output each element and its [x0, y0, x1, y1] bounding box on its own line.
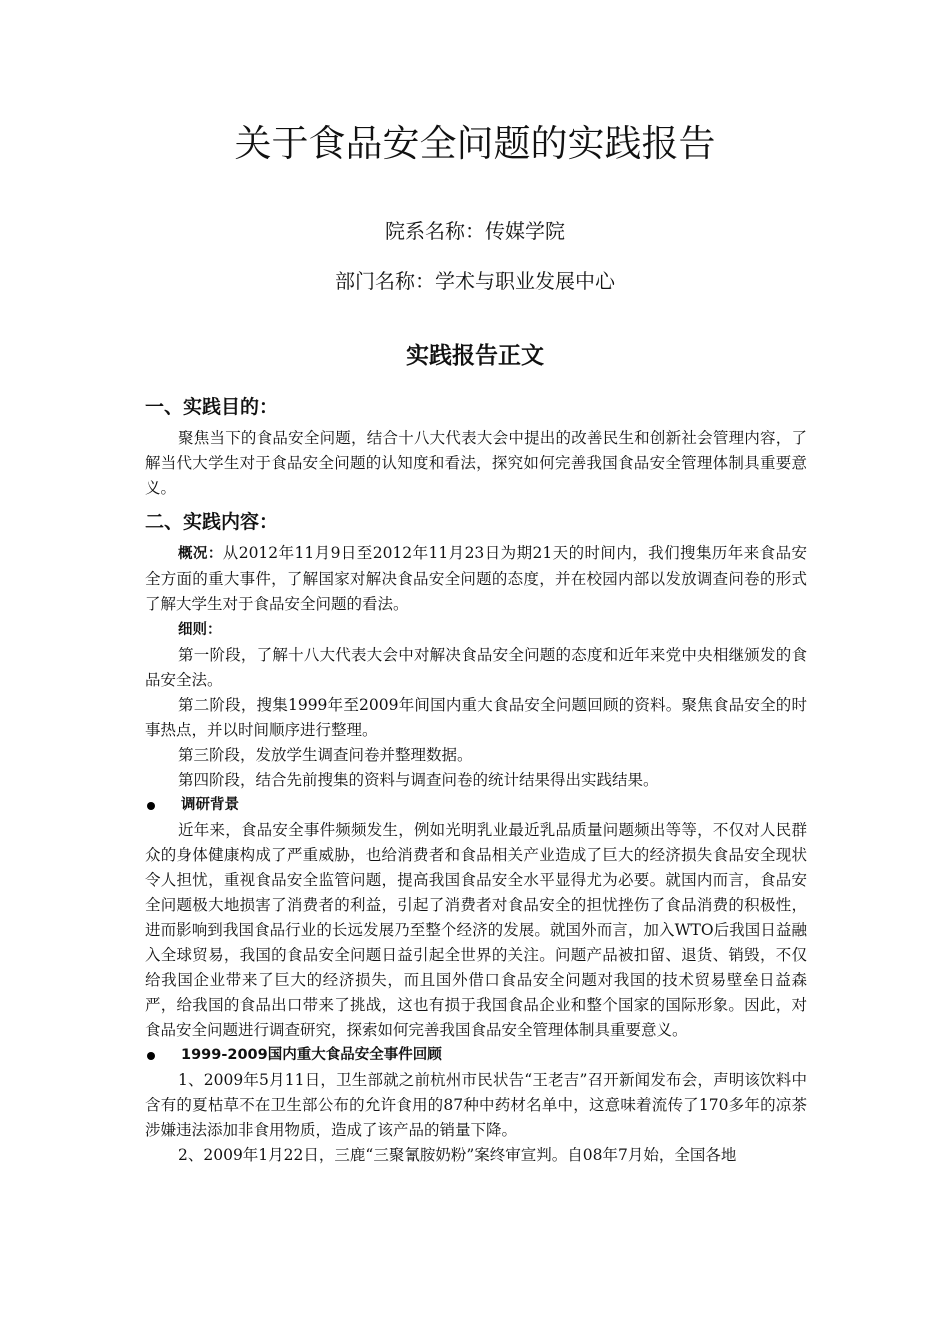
overview-text: 从2012年11月9日至2012年11月23日为期21天的时间内，我们搜集历年来食品安全方面的重大事件，了解国家对解决食品安全问题的态度，并在校园内部以发放调查问卷的形式了解大学生对于食品安全问题的看法。: [145, 544, 808, 613]
unit-line: 部门名称：学术与职业发展中心: [335, 269, 615, 293]
stage-2: 第二阶段，搜集1999年至2009年间国内重大食品安全问题回顾的资料。聚焦食品安全的时事热点，并以时间顺序进行整理。: [145, 696, 807, 739]
bullet-events: [145, 1043, 807, 1068]
section-title: 实践报告正文: [406, 343, 544, 369]
stage-4: 第四阶段，结合先前搜集的资料与调查问卷的统计结果得出实践结果。: [178, 771, 659, 789]
bullet-background: [145, 793, 807, 818]
heading-content: 二、实践内容：: [145, 511, 279, 533]
page-title: 关于食品安全问题的实践报告: [234, 122, 716, 165]
stage-3: 第三阶段，发放学生调查问卷并整理数据。: [178, 746, 473, 764]
event-1: 1、2009年5月11日，卫生部就之前杭州市民状告“王老吉”召开新闻发布会，声明该饮料中含有的夏枯草不在卫生部公布的允许食用的87种中药材名单中，这意味着流传了170多年的凉茶涉嫌违法添加非食用物质，造成了该产品的销量下降。: [145, 1071, 807, 1139]
details-label: 细则：: [178, 622, 222, 638]
bullet-dot-icon: [147, 802, 155, 810]
background-paragraph: 近年来，食品安全事件频频发生，例如光明乳业最近乳品质量问题频出等等，不仅对人民群众的身体健康构成了严重威胁，也给消费者和食品相关产业造成了巨大的经济损失食品安全现状令人担忧，重视食品安全监管问题，提高我国食品安全水平显得尤为必要。就国内而言，食品安全问题极大地损害了消费者的利益，引起了消费者对食品安全的担忧挫伤了食品消费的积极性，进而影响到我国食品行业的长远发展乃至整个经济的发展。就国外而言，加入WTO后我国日益融入全球贸易，我国的食品安全问题日益引起全世界的关注。问题产品被扣留、退货、销毁，不仅给我国企业带来了巨大的经济损失，而且国外借口食品安全问题对我国的技术贸易壁垒日益森严，给我国的食品出口带来了挑战，这也有损于我国食品企业和整个国家的国际形象。因此，对食品安全问题进行调查研究，探索如何完善我国食品安全管理体制具重要意义。: [145, 821, 807, 1039]
department-line: 院系名称：传媒学院: [385, 219, 565, 243]
bullet-background-label: 调研背景: [181, 797, 239, 813]
details-label-line: [145, 617, 807, 643]
document-body: [145, 390, 807, 1168]
bullet-dot-icon: [147, 1052, 155, 1060]
stage-1: 第一阶段，了解十八大代表大会中对解决食品安全问题的态度和近年来党中央相继颁发的食品安全法。: [145, 646, 807, 689]
heading-purpose: 一、实践目的：: [145, 396, 279, 418]
overview-label: 概况：: [178, 546, 223, 562]
event-2: 2、2009年1月22日，三鹿“三聚氰胺奶粉”案终审宣判。自08年7月始，全国各地: [178, 1146, 737, 1164]
overview-paragraph: [145, 541, 807, 617]
purpose-paragraph: 聚焦当下的食品安全问题，结合十八大代表大会中提出的改善民生和创新社会管理内容，了解当代大学生对于食品安全问题的认知度和看法，探究如何完善我国食品安全管理体制具重要意义。: [145, 429, 807, 497]
bullet-events-label: 1999-2009国内重大食品安全事件回顾: [181, 1047, 442, 1063]
